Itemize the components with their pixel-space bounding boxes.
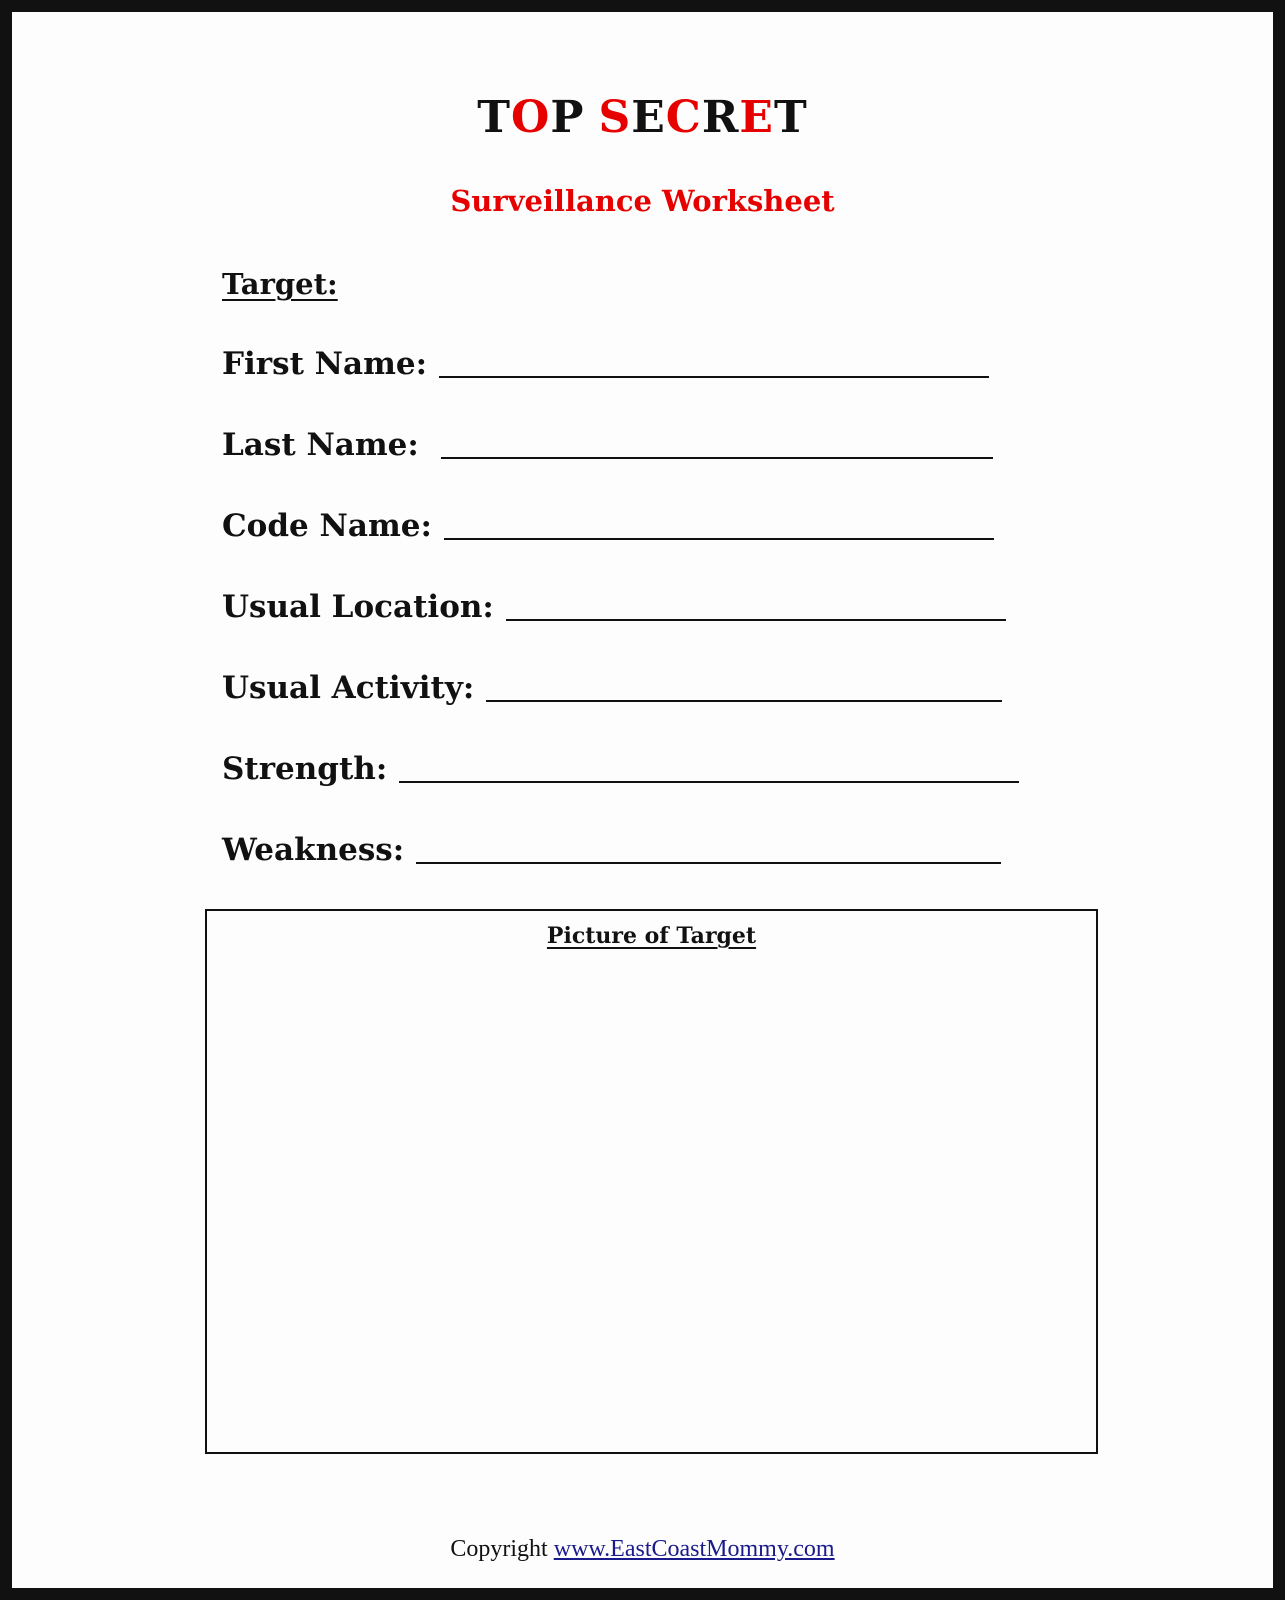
usual-activity-field[interactable] — [222, 666, 1002, 710]
picture-box-title: Picture of Target — [546, 923, 757, 949]
code-name-field[interactable] — [222, 504, 994, 548]
field-label: First Name: — [222, 346, 428, 382]
field-label: Weakness: — [222, 832, 405, 868]
strength-line[interactable] — [399, 781, 1019, 783]
weakness-field[interactable] — [222, 828, 1001, 872]
usual-location-field[interactable] — [222, 585, 1006, 629]
target-section-label: Target: — [222, 267, 338, 301]
title-letter: R — [701, 92, 740, 143]
worksheet-subtitle: Surveillance Worksheet — [450, 184, 835, 218]
strength-field[interactable] — [222, 747, 1019, 791]
usual-location-line[interactable] — [506, 619, 1006, 621]
field-label: Code Name: — [222, 508, 432, 544]
title-letter: T — [477, 92, 512, 143]
copyright-footer — [12, 1536, 1273, 1563]
field-label: Strength: — [222, 751, 388, 787]
weakness-line[interactable] — [416, 862, 1001, 864]
code-name-line[interactable] — [444, 538, 994, 540]
title-letter: E — [631, 92, 666, 143]
field-label: Last Name: — [222, 427, 419, 463]
copyright-text: Copyright — [450, 1536, 548, 1562]
website-link[interactable]: www.EastCoastMommy.com — [553, 1536, 835, 1562]
title-letter: E — [739, 92, 774, 143]
field-label: Usual Location: — [222, 589, 494, 625]
title-letter: T — [773, 92, 808, 143]
title-letter: C — [665, 92, 702, 143]
last-name-line[interactable] — [441, 457, 993, 459]
title-letter: O — [511, 92, 551, 143]
usual-activity-line[interactable] — [486, 700, 1002, 702]
field-label: Usual Activity: — [222, 670, 475, 706]
last-name-field[interactable] — [222, 423, 993, 467]
title-letter: P — [550, 92, 585, 143]
title-letter: S — [598, 92, 632, 143]
first-name-field[interactable] — [222, 342, 989, 386]
picture-of-target-box[interactable] — [205, 909, 1098, 1454]
first-name-line[interactable] — [439, 376, 989, 378]
page-title — [12, 92, 1273, 143]
